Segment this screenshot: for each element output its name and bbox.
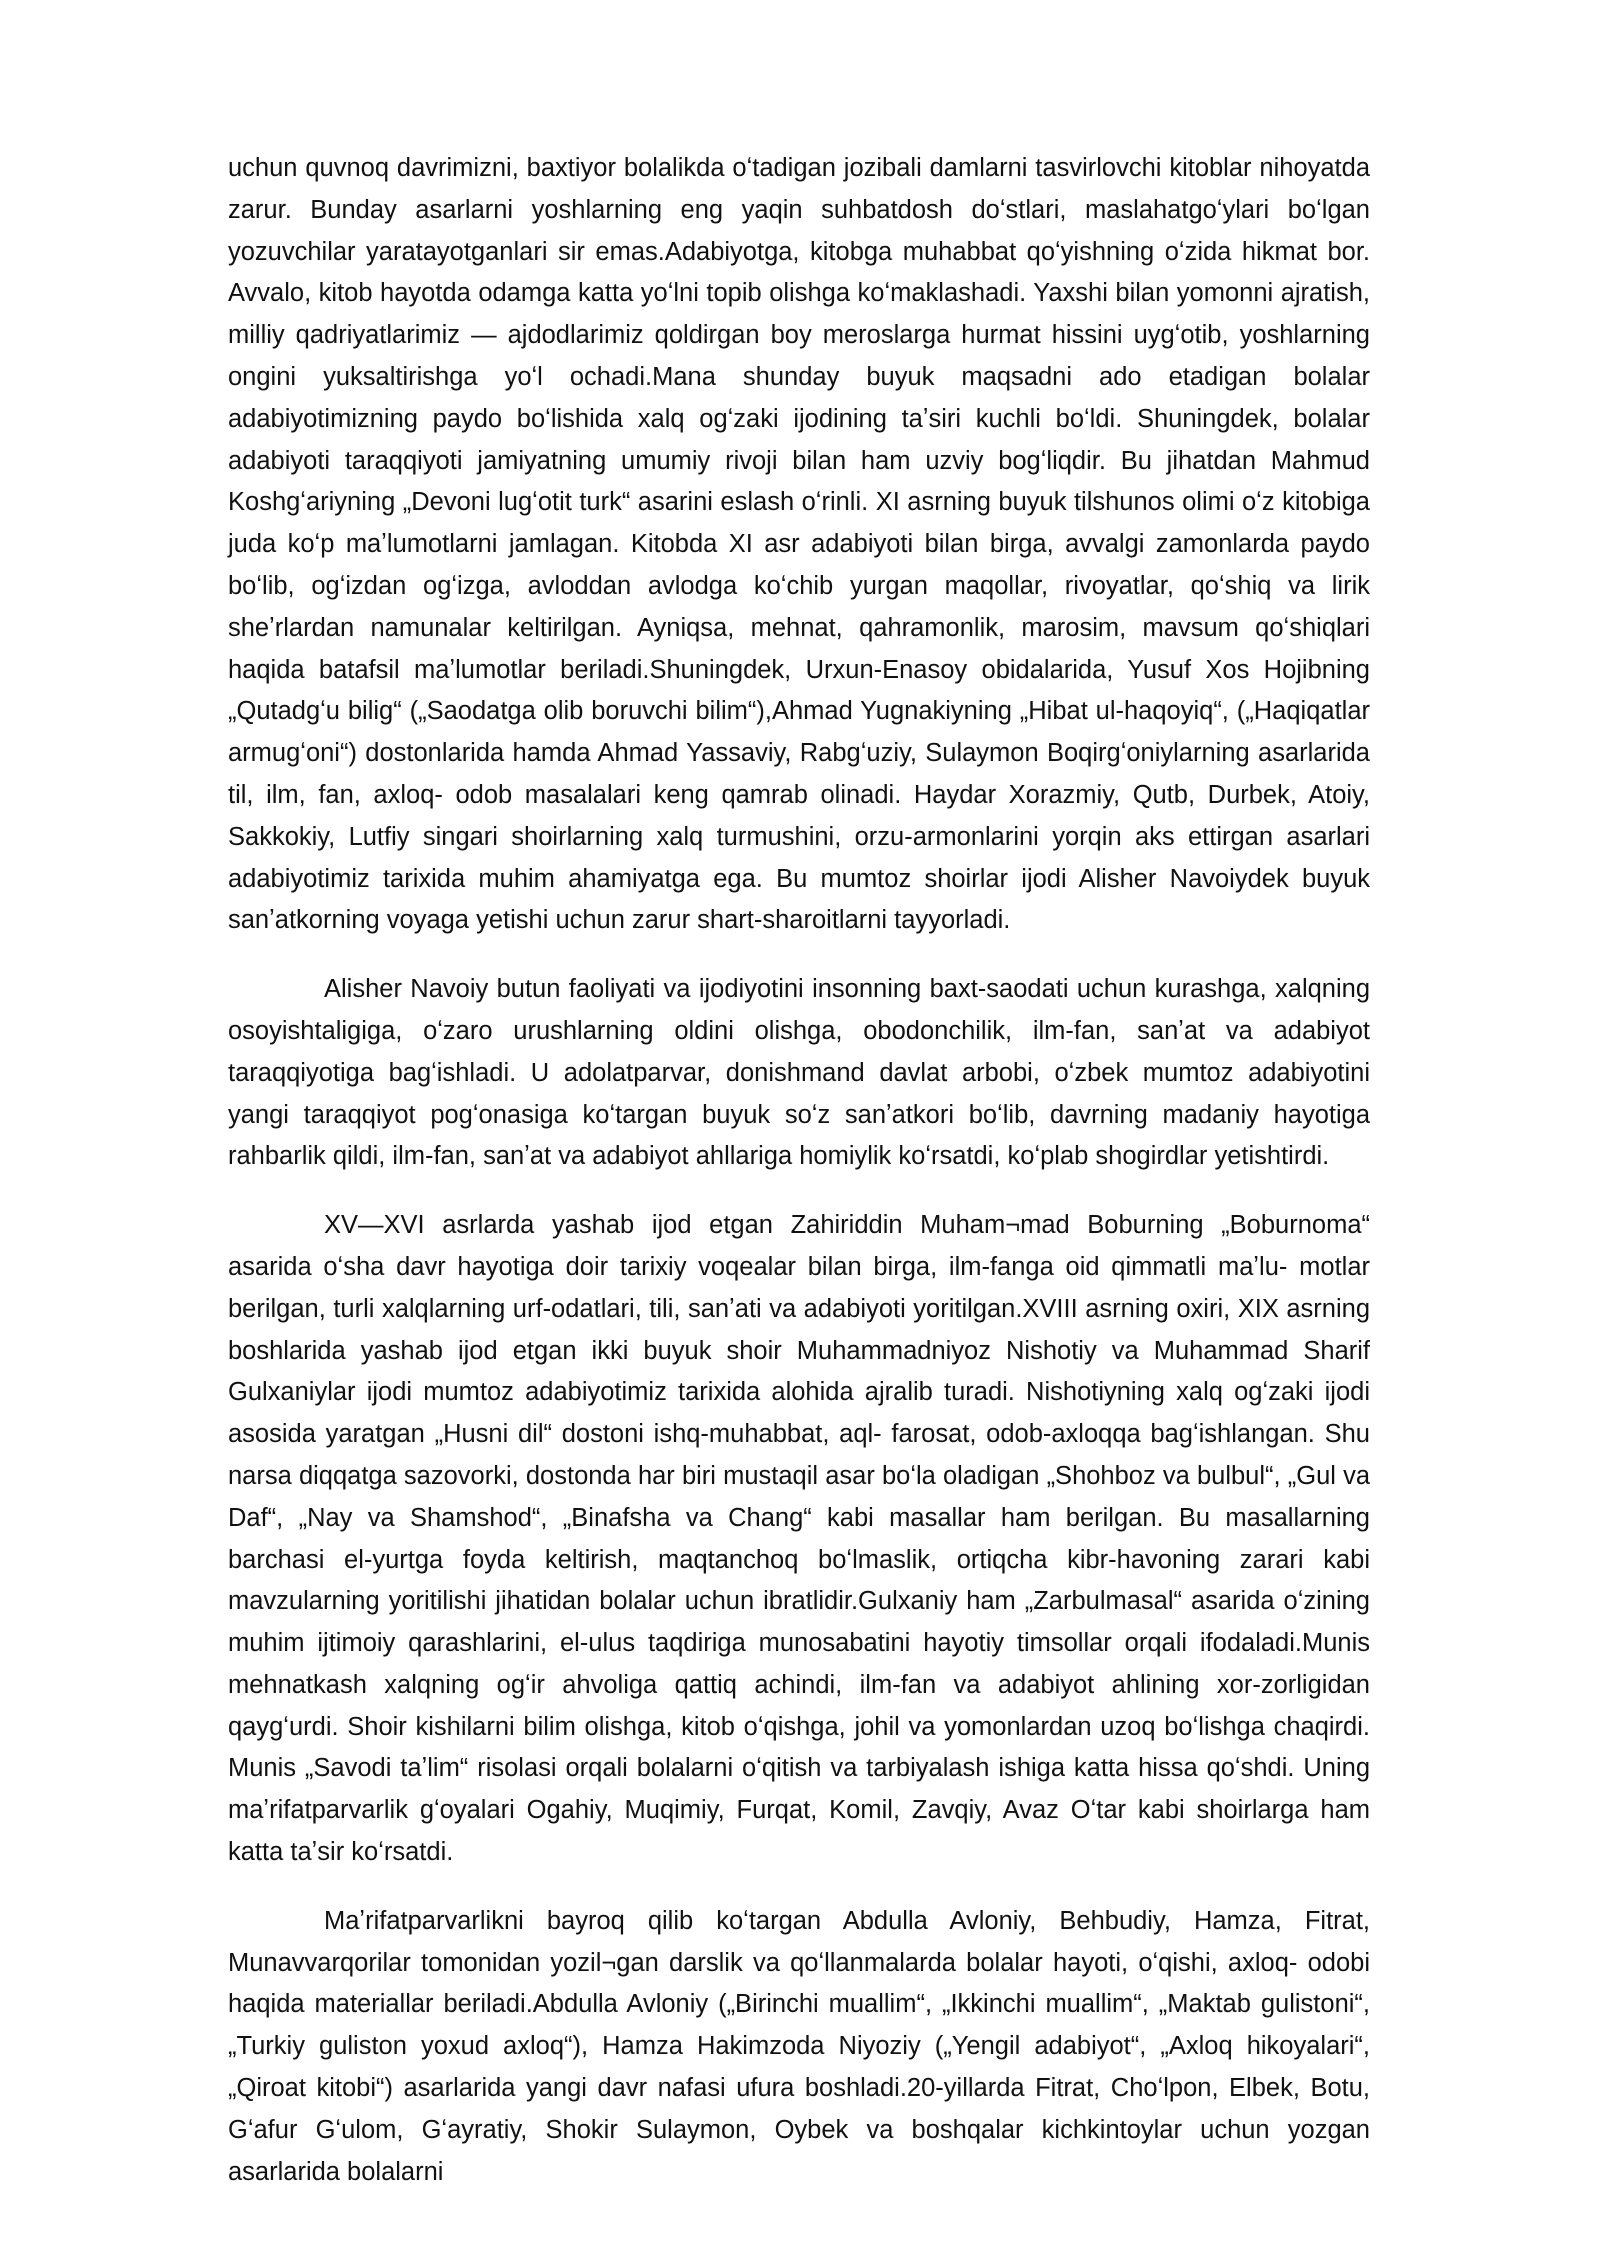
paragraph-4: Maʼrifatparvarlikni bayroq qilib koʻtargan Abdulla Avloniy, Behbudiy, Hamza, Fitrat, Munavvarqorilar tomonidan yozil¬gan darslik va qoʻllanmalarda bolalar hayoti, oʻqishi, axloq- odobi haqida materiallar beriladi.Abdulla Avloniy („Birinchi muallim“, „Ikkinchi muallim“, „Maktab gulistoni“, „Turkiy guliston yoxud axloq“), Hamza Hakimzoda Niyoziy („Yengil adabiyot“, „Axloq hikoyalari“, „Qiroat kitobi“) asarlarida yangi davr nafasi ufura boshladi.20-yillarda Fitrat, Choʻlpon, Elbek, Botu, Gʻafur Gʻulom, Gʻayratiy, Shokir Sulaymon, Oybek va boshqalar kichkintoylar uchun yozgan asarlarida bolalarni [228, 1906, 1370, 2186]
paragraph-2: Alisher Navoiy butun faoliyati va ijodiyotini insonning baxt-saodati uchun kurashga, xalqning osoyishtaligiga, oʻzaro urushlarning oldini olishga, obodonchilik, ilm-fan, sanʼat va adabiyot taraqqiyotiga bagʻishladi. U adolatparvar, donishmand davlat arbobi, oʻzbek mumtoz adabiyotini yangi taraqqiyot pogʻonasiga koʻtargan buyuk soʻz sanʼatkori boʻlib, davrning madaniy hayotiga rahbarlik qildi, ilm-fan, sanʼat va adabiyot ahllariga homiylik koʻrsatdi, koʻplab shogirdlar yetishtirdi. [228, 975, 1370, 1171]
document-page [228, 148, 1370, 2193]
paragraph-3: XV—XVI asrlarda yashab ijod etgan Zahiriddin Muham¬mad Boburning „Boburnoma“ asarida oʻsha davr hayotiga doir tarixiy voqealar bilan birga, ilm-fanga oid qimmatli maʼlu- motlar berilgan, turli xalqlarning urf-odatlari, tili, sanʼati va adabiyoti yoritilgan.XVIII asrning oxiri, XIX asrning boshlarida yashab ijod etgan ikki buyuk shoir Muhammadniyoz Nishotiy va Muhammad Sharif Gulxaniylar ijodi mumtoz adabiyotimiz tarixida alohida ajralib turadi. Nishotiyning xalq ogʻzaki ijodi asosida yaratgan „Husni dil“ dostoni ishq-muhabbat, aql- farosat, odob-axloqqa bagʻishlangan. Shu narsa diqqatga sazovorki, dostonda har biri mustaqil asar boʻla oladigan „Shohboz va bulbul“, „Gul va Daf“, „Nay va Shamshod“, „Binafsha va Chang“ kabi masallar ham berilgan. Bu masallarning barchasi el-yurtga foyda keltirish, maqtanchoq boʻlmaslik, ortiqcha kibr-havoning zarari kabi mavzularning yoritilishi jihatidan bolalar uchun ibratlidir.Gulxaniy ham „Zarbulmasal“ asarida oʻzining muhim ijtimoiy qarashlarini, el-ulus taqdiriga munosabatini hayotiy timsollar orqali ifodaladi.Munis mehnatkash xalqning ogʻir ahvoliga qattiq achindi, ilm-fan va adabiyot ahlining xor-zorligidan qaygʻurdi. Shoir kishilarni bilim olishga, kitob oʻqishga, johil va yomonlardan uzoq boʻlishga chaqirdi. Munis „Savodi taʼlim“ risolasi orqali bolalarni oʻqitish va tarbiyalash ishiga katta hissa qoʻshdi. Uning maʼrifatparvarlik gʻoyalari Ogahiy, Muqimiy, Furqat, Komil, Zavqiy, Avaz Oʻtar kabi shoirlarga ham katta taʼsir koʻrsatdi. [228, 1211, 1370, 1867]
paragraph-1: uchun quvnoq davrimizni, baxtiyor bolalikda oʻtadigan jozibali damlarni tasvirlovchi kitoblar nihoyatda zarur. Bunday asarlarni yoshlarning eng yaqin suhbatdosh doʻstlari, maslahatgoʻylari boʻlgan yozuvchilar yaratayotganlari sir emas.Adabiyotga, kitobga muhabbat qoʻyishning oʻzida hikmat bor. Avvalo, kitob hayotda odamga katta yoʻlni topib olishga koʻmaklashadi. Yaxshi bilan yomonni ajratish, milliy qadriyatlarimiz — ajdodlarimiz qoldirgan boy meroslarga hurmat hissini uygʻotib, yoshlarning ongini yuksaltirishga yoʻl ochadi.Mana shunday buyuk maqsadni ado etadigan bolalar adabiyotimizning paydo boʻlishida xalq ogʻzaki ijodining taʼsiri kuchli boʻldi. Shuningdek, bolalar adabiyoti taraqqiyoti jamiyatning umumiy rivoji bilan ham uzviy bogʻliqdir. Bu jihatdan Mahmud Koshgʻariyning „Devoni lugʻotit turk“ asarini eslash oʻrinli. XI asrning buyuk tilshunos olimi oʻz kitobiga juda koʻp maʼlumotlarni jamlagan. Kitobda XI asr adabiyoti bilan birga, avvalgi zamonlarda paydo boʻlib, ogʻizdan ogʻizga, avloddan avlodga koʻchib yurgan maqollar, rivoyatlar, qoʻshiq va lirik sheʼrlardan namunalar keltirilgan. Ayniqsa, mehnat, qahramonlik, marosim, mavsum qoʻshiqlari haqida batafsil maʼlumotlar beriladi.Shuningdek, Urxun-Enasoy obidalarida, Yusuf Xos Hojibning „Qutadgʻu bilig“ („Saodatga olib boruvchi bilim“),Ahmad Yugnakiyning „Hibat ul-haqoyiq“, („Haqiqatlar armugʻoni“) dostonlarida hamda Ahmad Yassaviy, Rabgʻuziy, Sulaymon Boqirgʻoniylarning asarlarida til, ilm, fan, axloq- odob masalalari keng qamrab olinadi. Haydar Xorazmiy, Qutb, Durbek, Atoiy, Sakkokiy, Lutfiy singari shoirlarning xalq turmushini, orzu-armonlarini yorqin aks ettirgan asarlari adabiyotimiz tarixida muhim ahamiyatga ega. Bu mumtoz shoirlar ijodi Alisher Navoiydek buyuk sanʼatkorning voyaga yetishi uchun zarur shart-sharoitlarni tayyorladi. [228, 154, 1370, 935]
